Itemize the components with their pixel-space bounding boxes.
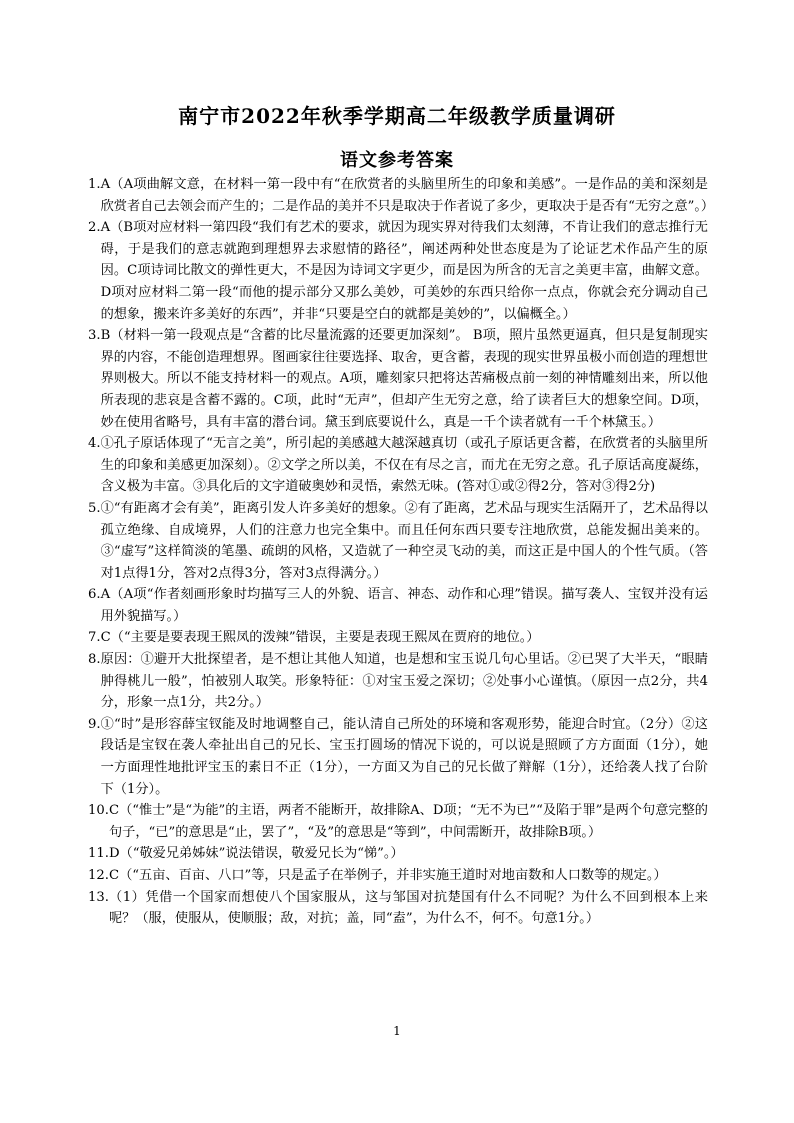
answer-number: 8.	[88, 652, 101, 668]
answer-text: ①“有距离才会有美”，距离引发人许多美好的想象。②有了距离，艺术品与现实生活隔开了，艺术品得以孤立绝缘、自成境界，人们的注意力也完全集中。而且任何东西只要专注地欣赏，总能发掘出美来的。③“虚写”这样简淡的笔墨、疏朗的风格，又造就了一种空灵飞动的美，而这正是中国人的个性气质。（答对1点得1分，答对2点得3分，答对3点得满分。）	[100, 500, 708, 581]
answer-text: （1）凭借一个国家而想使八个国家服从，这与邹国对抗楚国有什么不同呢？为什么不回到根本上来呢？（服，使服从，使顺服；敌，对抗；盖，同“盍”，为什么不，何不。句意1分。）	[108, 889, 708, 927]
answer-number: 1.	[88, 177, 101, 192]
page-number: 1	[393, 1024, 401, 1038]
answer-text: A（A项曲解文意，在材料一第一段中有“在欣赏者的头脑里所生的印象和美感”。一是作品的美和深刻是欣赏者自己去领会而产生的；二是作品的美并不只是取决于作者说了多少，更取决于是否有“无穷之意”。）	[100, 177, 715, 214]
answer-text: ①孔子原话体现了“无言之美”，所引起的美感越大越深越真切（或孔子原话更含蓄，在欣赏者的头脑里所生的印象和美感更加深刻）。②文学之所以美，不仅在有尽之言，而尤在无穷之意。孔子原话高度凝练，含义极为丰富。③具化后的文字道破奥妙和灵悟，索然无味。(答对①或②得2分，答对③得2分)	[100, 436, 708, 495]
answer-number: 11.	[88, 846, 109, 862]
answer-item	[88, 217, 708, 325]
answer-item	[88, 498, 708, 584]
answer-number: 12.	[88, 868, 109, 883]
document-subtitle: 语文参考答案	[340, 150, 454, 171]
answer-text: C（“五亩、百亩、八口”等，只是孟子在举例子，并非实施王道时对地亩数和人口数等的规定。）	[108, 868, 667, 883]
answer-item	[88, 800, 708, 843]
document-title: 南宁市2022年秋季学期高二年级教学质量调研	[178, 104, 616, 128]
answer-list	[88, 174, 715, 930]
answer-text: D（“敬爱兄弟姊妹”说法错误，敬爱兄长为“悌”。）	[108, 846, 404, 862]
answer-text: 原因：①避开大批探望者，是不想让其他人知道，也是想和宝玉说几句心里话。②已哭了大半天，“眼睛肿得桃儿一般”，怕被别人取笑。形象特征：①对宝玉爱之深切；②处事小心谨慎。（原因一点2分，共4分，形象一点1分，共2分。）	[100, 652, 708, 711]
answer-number: 5.	[88, 500, 101, 516]
answer-number: 4.	[88, 436, 101, 452]
answer-number: 6.	[88, 587, 101, 603]
answer-number: 9.	[88, 716, 101, 732]
answer-text: A（B项对应材料一第四段“我们有艺术的要求，就因为现实界对待我们太刻薄，不肯让我们的意志推行无碍，于是我们的意志就跑到理想界去求慰情的路径”，阐述两种处世态度是为了论证艺术作品产生的原因。C项诗词比散文的弹性更大，不是因为诗词文字更少，而是因为所含的无言之美更丰富，曲解文意。D项对应材料二第一段“而他的提示部分又那么美妙，可美妙的东西只给你一点点，你就会充分调动自己的想象，搬来许多美好的东西”，并非“只要是空白的就都是美妙的”，以偏概全。）	[100, 220, 708, 322]
answer-number: 7.	[88, 630, 101, 646]
answer-number: 10.	[88, 803, 109, 819]
answer-number: 2.	[88, 220, 101, 236]
answer-item	[88, 433, 708, 498]
answer-item	[88, 627, 708, 649]
answer-text: B（材料一第一段观点是“含蓄的比尽量流露的还要更加深刻”。 B项，照片虽然更逼真，但只是复制现实界的内容，不能创造理想界。图画家往往要选择、取舍，更含蓄，表现的现实世界虽极小而创造的理想世界则极大。所以不能支持材料一的观点。A项，雕刻家只把将达苦痛极点前一刻的神情雕刻出来，所以他所表现的悲哀是含蓄不露的。C项，此时“无声”，但却产生无穷之意，给了读者巨大的想象空间。D项，妙在使用省略号，具有丰富的潜台词。黛玉到底要说什么，真是一千个读者就有一千个林黛玉。）	[100, 328, 708, 430]
answer-item	[88, 649, 708, 714]
answer-number: 3.	[88, 328, 101, 344]
answer-number: 13.	[88, 889, 109, 905]
answer-item	[88, 887, 708, 930]
answer-text: C（“主要是要表现王熙凤的泼辣”错误，主要是表现王熙凤在贾府的地位。）	[100, 630, 540, 646]
answer-text: ①“时”是形容薛宝钗能及时地调整自己，能认清自己所处的环境和客观形势，能迎合时宜。（2分）②这段话是宝钗在袭人牵扯出自己的兄长、宝玉打圆场的情况下说的，可以说是照顾了方方面面（1分），她一方面理性地批评宝玉的素日不正（1分），一方面又为自己的兄长做了辩解（1分），还给袭人找了台阶下（1分）。	[100, 716, 708, 797]
answer-text: A（A项“作者刻画形象时均描写三人的外貌、语言、神态、动作和心理”错误。描写袭人、宝钗并没有运用外貌描写。）	[100, 587, 708, 624]
answer-item	[88, 865, 708, 887]
answer-item	[88, 174, 715, 217]
answer-item	[88, 325, 708, 433]
answer-item	[88, 584, 708, 627]
answer-item	[88, 843, 708, 865]
answer-text: C（“惟士”是“为能”的主语，两者不能断开，故排除A、D项；“无不为已”“及陷于罪”是两个句意完整的句子，“已”的意思是“止，罢了”，“及”的意思是“等到”，中间需断开，故排除B项。）	[108, 803, 708, 840]
answer-item	[88, 714, 708, 800]
